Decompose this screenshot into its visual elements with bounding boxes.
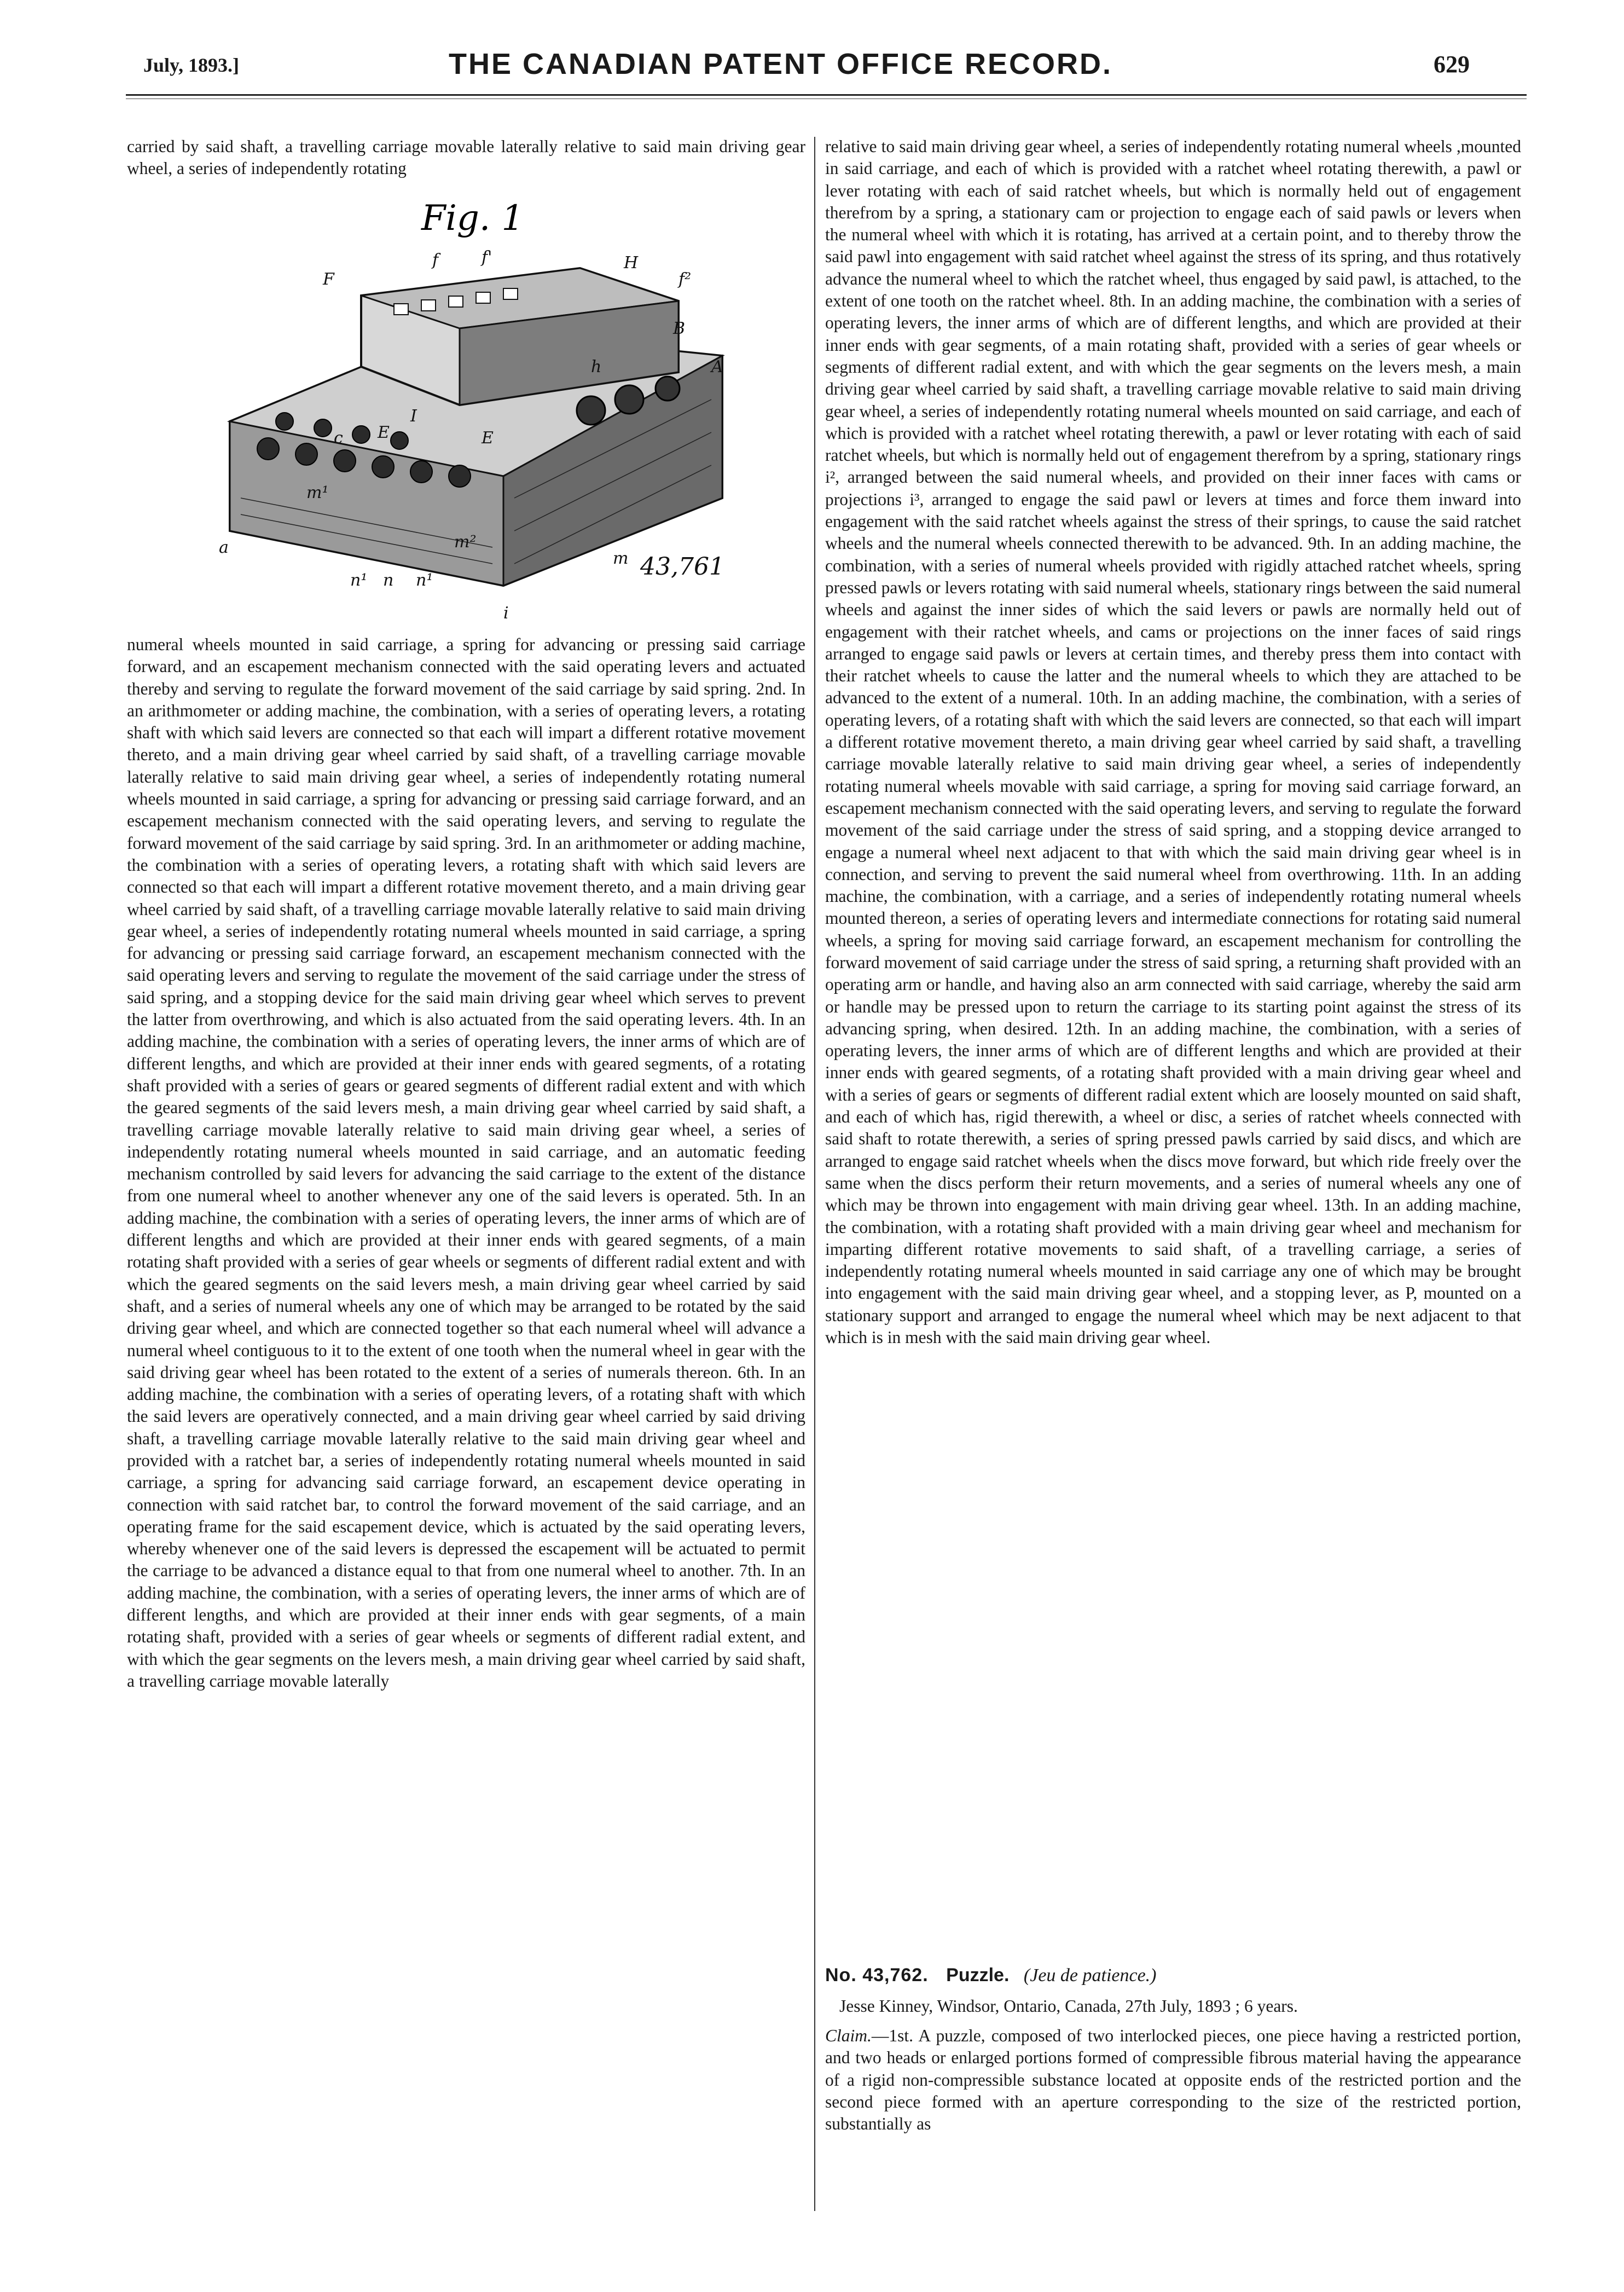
page-number: 629 xyxy=(1434,51,1470,78)
header-title: THE CANADIAN PATENT OFFICE RECORD. xyxy=(449,48,1112,80)
figure-label: a xyxy=(219,538,229,557)
claim-lead: Claim. xyxy=(825,2026,872,2045)
figure-label: E xyxy=(482,429,494,448)
header-rule xyxy=(126,94,1527,96)
figure-label: H xyxy=(624,253,639,273)
figure-label: m xyxy=(613,549,629,568)
figure-label: i xyxy=(503,604,509,623)
patent-claim xyxy=(825,2025,1521,2135)
figure-label: m¹ xyxy=(306,483,329,502)
left-column-top-text: carried by said shaft, a travelling carriage movable laterally relative to said main driving gear wheel, a series of independently rotating xyxy=(127,137,805,178)
claim-text: —1st. A puzzle, composed of two interlocked pieces, one piece having a restricted portion, and two heads or enlarged portions formed of compressible fibrous material having the appearance of a rigid non-compressible substance located at opposite ends of the restricted portion and the second piece formed with an aperture corresponding to the size of the restricted portion, substantially as xyxy=(825,2026,1521,2134)
figure-caption: Fig. 1 xyxy=(421,198,524,239)
right-column-text: relative to said main driving gear wheel, a series of independently rotating numeral wheels ,mounted in said carriage, and each of which is provided with a ratchet wheel rotating therewith, a pawl or lever rotating with each of said ratchet wheels, but which is normally held out of engagement therefrom by a spring, a stationary cam or projection to engage each of said pawls or levers when the numeral wheel with which it is rotating, has arrived at a certain point, and to thereby throw the said pawl into engagement with said ratchet wheel against the stress of its spring, and thus rotatively advance the numeral wheel to which the ratchet wheel, thus engaged by said pawl, is attached, to the extent of one tooth on the ratchet wheel. 8th. In an adding machine, the combination with a series of operating levers, the inner arms of which are of different lengths, and which are provided at their inner ends with gear segments, of a main rotating shaft, provided with a series of gear wheels or segments of different radial extent, and with which the gear segments on the levers mesh, a main driving gear wheel carried by said shaft, a travelling carriage movable relative to said main driving gear wheel, a series of independently rotating numeral wheels mounted on said carriage, and each of which is provided with a ratchet wheel rotating therewith, a pawl or lever rotating with each of said ratchet wheels, but which is normally held out of engagement therefrom by a spring, stationary rings i², arranged between the said numeral wheels, and provided on their inner faces with cams or projections i³, arranged to engage the said pawl or levers at times and force them inward into engagement with the said ratchet wheels against the stress of their springs, to cause the said ratchet wheels and the numeral wheels connected therewith to be advanced. 9th. In an adding machine, the combination, with a series of numeral wheels provided with rigidly attached ratchet wheels, spring pressed pawls or levers rotating with said numeral wheels, stationary rings between the said numeral wheels and against the inner sides of which the said levers or pawls are normally held out of engagement with their ratchet wheels, and cams or projections on the inner faces of said rings arranged to engage said pawls or levers at certain times, and thereby press them into contact with their ratchet wheels to cause the latter and the numeral wheels to which they are attached to be advanced to the extent of a numeral. 10th. In an adding machine, the combination, with a series of operating levers, of a rotating shaft with which the said levers are connected, so that each will impart a different rotative movement thereto, a main driving gear wheel carried by said shaft, a travelling carriage movable laterally relative to said main driving gear wheel, a series of independently rotating numeral wheels movable with said carriage, a spring for moving said carriage forward, an escapement mechanism connected with the said operating levers, and serving to regulate the forward movement of the said carriage under the stress of said spring, and a stopping device arranged to engage a numeral wheel next adjacent to that with which the said main driving gear wheel is in connection, and serving to prevent the said numeral wheel from overthrowing. 11th. In an adding machine, the combination, with a carriage, and a series of independently rotating numeral wheels mounted thereon, a series of operating levers and intermediate connections for rotating said numeral wheels, a spring for moving said carriage forward, an escapement mechanism for controlling the forward movement of said carriage under the stress of said spring, a returning shaft provided with an operating arm or handle, and having also an arm connected with said carriage, whereby the said arm or handle may be pressed upon to return the carriage to its starting point against the stress of its advancing spring, when desired. 12th. In an adding machine, the combination, with a series of operating levers, the inner arms of which are of different lengths and which are provided at their inner ends with geared segments, of a rotating shaft provided with a main driving gear wheel and with a series of gears or segments of different radial extent which are loosely mounted on said shaft, and each of which has, rigid therewith, a wheel or disc, a series of ratchet wheels connected with said shaft to rotate therewith, a series of spring pressed pawls carried by said discs, and which are arranged to engage said ratchet wheels when the discs move forward, but which ride freely over the same when the discs perform their return movements, and a series of numeral wheels any one of which may be thrown into engagement with main driving gear wheel. 13th. In an adding machine, the combination, with a rotating shaft provided with a main driving gear wheel and mechanism for imparting different rotative movements to said shaft, of a travelling carriage, a series of independently rotating numeral wheels mounted in said carriage any one of which may be brought into engagement with the said main driving gear wheel, and a stopping lever, as P, mounted on a stationary support and arranged to engage the numeral wheel which may be next adjacent to that which is in mesh with the said main driving gear wheel. xyxy=(825,137,1521,1347)
figure-label: I xyxy=(410,407,417,426)
header-date: July, 1893.] xyxy=(143,54,240,76)
figure-label: E xyxy=(378,423,390,442)
patent-heading xyxy=(825,1965,1521,1986)
figure-label: n¹ xyxy=(350,571,368,590)
left-column-text: numeral wheels mounted in said carriage, a spring for advancing or pressing said carriage forward, and an escapement mechanism connected with the said operating levers and actuated thereby and serving to regulate the forward movement of the said carriage by said spring. 2nd. In an arithmometer or adding machine, the combination, with a series of operating levers, a rotating shaft with which said levers are connected so that each will impart a different rotative movement thereto, and a main driving gear wheel carried by said shaft, of a travelling carriage movable laterally relative to said main driving gear wheel, a series of independently rotating numeral wheels mounted in said carriage, a spring for advancing or pressing said carriage forward, and an escapement mechanism connected with the said operating levers, and serving to regulate the forward movement of the said carriage by said spring. 3rd. In an arithmometer or adding machine, the combination with a series of operating levers, a rotating shaft with which said levers are connected so that each will impart a different rotative movement thereto, and a main driving gear wheel carried by said shaft, of a travelling carriage movable laterally relative to said main driving gear wheel, a series of independently rotating numeral wheels mounted in said carriage, a spring for advancing or pressing said carriage forward, an escapement mechanism connected with the said operating levers and serving to regulate the movement of the said carriage under the stress of said spring, and a stopping device for the said main driving gear wheel which serves to prevent the latter from overthrowing, and which is also actuated from the said operating levers. 4th. In an adding machine, the combination with a series of operating levers, the inner arms of which are of different lengths, and which are provided at their inner ends with geared segments, of a rotating shaft provided with a series of gears or geared segments of different radial extent and with which the geared segments of the said levers mesh, a main driving gear wheel carried by said shaft, a travelling carriage movable laterally relative to said main driving gear wheel, a series of independently rotating numeral wheels mounted in said carriage, and an automatic feeding mechanism controlled by said levers for advancing the said carriage to the extent of the distance from one numeral wheel to another whenever any one of the said levers is operated. 5th. In an adding machine, the combination with a series of operating levers, the inner arms of which are of different lengths and which are provided at their inner ends with geared segments, of a main rotating shaft provided with a series of gear wheels or segments of different radial extent and with which the geared segments on the said levers mesh, a main driving gear wheel carried by said shaft, and a series of numeral wheels any one of which may be arranged to be rotated by the said driving gear wheel, and which are connected together so that each numeral wheel will advance a numeral wheel contiguous to it to the extent of one tooth when the numeral wheel in gear with the said driving gear wheel has been rotated to the extent of a series of numerals thereon. 6th. In an adding machine, the combination with a series of operating levers, of a rotating shaft with which the said levers are operatively connected, and a main driving gear wheel carried by said driving shaft, a travelling carriage movable laterally relative to the said main driving gear wheel and provided with a ratchet bar, a series of independently rotating numeral wheels mounted in said carriage, a spring for advancing said carriage forward, an escapement device operating in connection with said ratchet bar, to control the forward movement of the said carriage, and an operating frame for the said escapement device, which is actuated by the said operating levers, whereby whenever one of the said levers is depressed the escapement will be actuated to permit the carriage to be advanced a distance equal to that from one numeral wheel to another. 7th. In an adding machine, the combination, with a series of operating levers, the inner arms of which are of different lengths, and which are provided at their inner ends with gear segments, of a main rotating shaft, provided with a series of gear wheels or segments of different radial extent, and with which the gear segments on the levers mesh, a main driving gear wheel carried by said shaft, a travelling carriage movable laterally xyxy=(127,635,805,1691)
figure-label: f² xyxy=(678,270,692,289)
adding-machine-illustration-icon xyxy=(197,192,777,624)
patent-inventor-meta: Jesse Kinney, Windsor, Ontario, Canada, 27th July, 1893 ; 6 years. xyxy=(839,1996,1298,2016)
figure-label: m² xyxy=(454,533,477,552)
figure-label: A xyxy=(711,357,723,377)
figure-label: f' xyxy=(482,248,492,267)
figure-label: f xyxy=(432,251,439,270)
patent-alt-title: (Jeu de patience.) xyxy=(1023,1965,1157,1986)
figure-label: h xyxy=(591,357,602,377)
figure-label: B xyxy=(673,319,686,338)
figure-patent-ref: 43,761 xyxy=(640,553,724,581)
column-divider xyxy=(814,137,815,2211)
figure-label: F xyxy=(323,270,334,289)
figure-label: c xyxy=(334,429,343,448)
patent-title: Puzzle. xyxy=(946,1965,1010,1986)
patent-number: No. 43,762. xyxy=(825,1965,929,1986)
figure-label: n¹ xyxy=(416,571,433,590)
figure-label: n xyxy=(383,571,394,590)
adding-machine-figure xyxy=(197,192,777,624)
